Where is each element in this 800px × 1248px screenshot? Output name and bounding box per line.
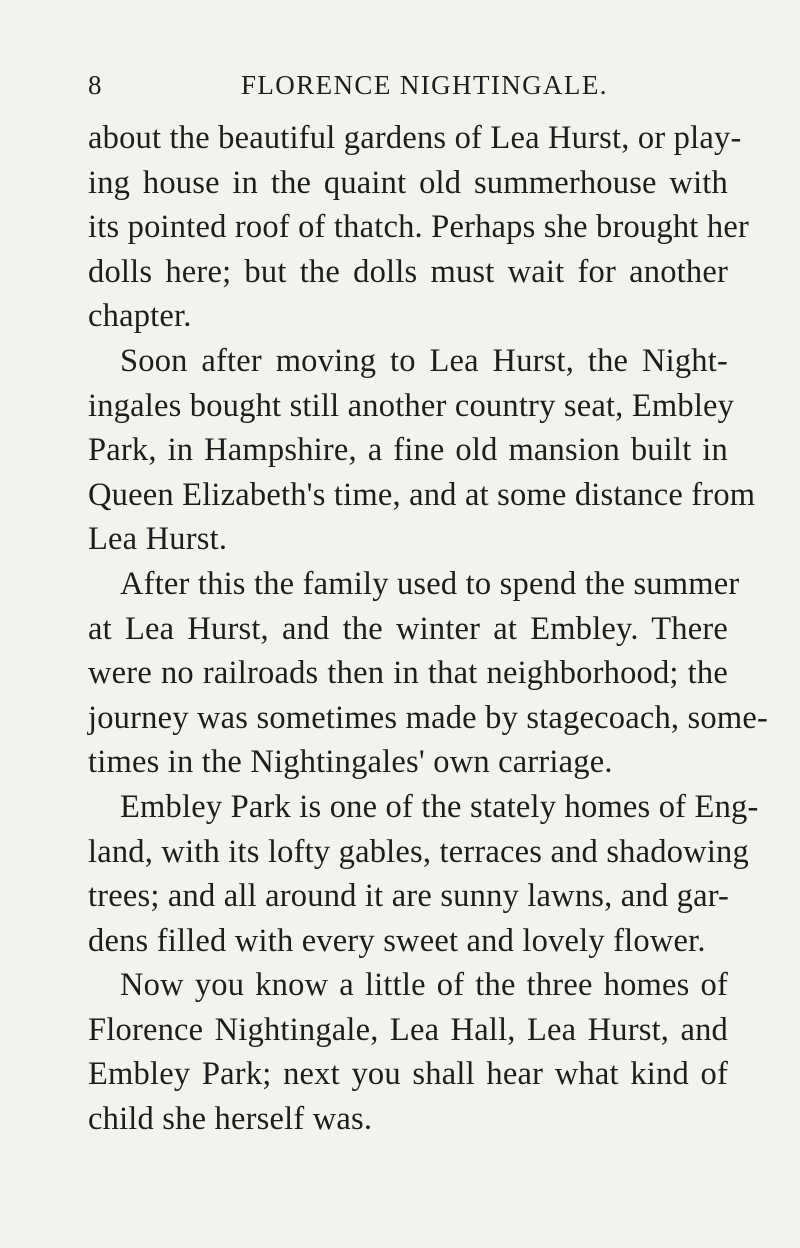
body-text [88,116,768,1142]
text-line: Embley Park; next you shall hear what kind of [88,1056,728,1093]
text-line: Park, in Hampshire, a fine old mansion built in [88,432,728,469]
text-line: Queen Elizabeth's time, and at some distance from [88,476,756,513]
text-line: Lea Hurst. [88,521,228,558]
text-line: land, with its lofty gables, terraces and shadowing [88,833,749,870]
text-line: at Lea Hurst, and the winter at Embley. There [88,610,728,647]
text-line: were no railroads then in that neighborhood; the [88,655,728,692]
text-line: dolls here; but the dolls must wait for another [88,253,728,290]
page-header [88,70,608,112]
text-line: Now you know a little of the three homes of [120,967,728,1004]
text-line: dens filled with every sweet and lovely flower. [88,922,706,959]
text-line: Embley Park is one of the stately homes of Eng- [120,788,759,825]
text-line: chapter. [88,298,192,335]
text-line: times in the Nightingales' own carriage. [88,744,613,781]
text-line: about the beautiful gardens of Lea Hurst, or play- [88,120,742,156]
text-line: After this the family used to spend the summer [120,565,740,602]
text-line: trees; and all around it are sunny lawns, and gar- [88,878,730,915]
text-line: ing house in the quaint old summerhouse with [88,164,728,201]
text-line: child she herself was. [88,1101,373,1138]
text-line: journey was sometimes made by stagecoach, some- [88,699,768,736]
text-line: its pointed roof of thatch. Perhaps she brought her [88,209,749,246]
text-line: Florence Nightingale, Lea Hall, Lea Hurst, and [88,1011,728,1048]
page-number: 8 [88,70,103,100]
text-line: Soon after moving to Lea Hurst, the Night- [120,342,728,379]
running-head: FLORENCE NIGHTINGALE. [241,70,608,100]
text-line: ingales bought still another country seat, Embley [88,387,735,424]
